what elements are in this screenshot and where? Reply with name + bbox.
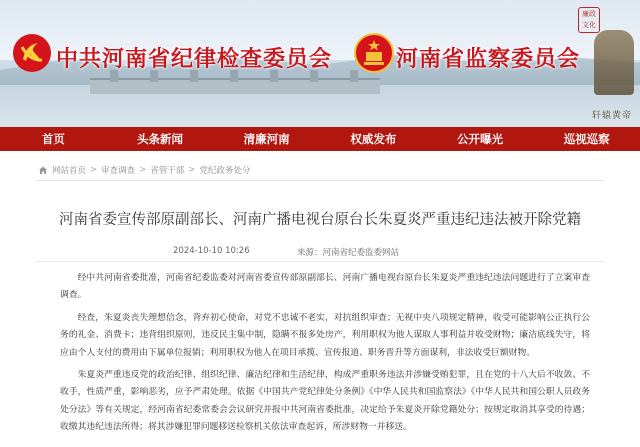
breadcrumb-separator: > — [90, 165, 98, 175]
article-paragraph: 经查，朱夏炎丧失理想信念，背弃初心使命，对党不忠诚不老实，对抗组织审查；无视中央八项规定精神，收受可能影响公正执行公务的礼金、消费卡；违背组织原则，违反民主集中制，隐瞒不报多处房产，利用职权为他人谋取人事利益并收受财物；廉洁底线失守，将应由个人支付的费用由下属单位报销；利用职权为他人在项目承揽、宣传报道、职务晋升等方面谋利，非法收受巨额财物。 — [60, 312, 590, 358]
banner-caption: 轩辕黄帝 — [591, 111, 632, 121]
commission-title: 中共河南省纪律检查委员会 — [56, 47, 333, 72]
article-title: 河南省委宣传部原副部长、河南广播电视台原台长朱夏炎严重违纪违法被开除党籍 — [59, 212, 581, 228]
breadcrumb-separator: > — [188, 165, 196, 175]
breadcrumb-divider — [36, 180, 604, 181]
article-paragraph: 朱夏炎严重违反党的政治纪律、组织纪律、廉洁纪律和生活纪律，构成严重职务违法并涉嫌受贿犯罪，且在党的十八大后不收敛、不收手，性质严重，影响恶劣，应予严肃处理。依据《中国共产党纪律处分条例》《中华人民共和国监察法》《中华人民共和国公职人员政务处分法》等有关规定，经河南省纪委常委会会议研究并报中共河南省委批准，决定给予朱夏炎开除党籍处分；按规定取消其享受的待遇；收缴其违纪违法所得；将其涉嫌犯罪问题移送检察机关依法审查起诉，所涉财物一并移送。 — [60, 370, 590, 433]
national-emblem-icon — [354, 33, 394, 73]
statue-image — [594, 30, 634, 95]
article-body — [60, 270, 590, 442]
nav-clean-henan[interactable]: 清廉河南 — [243, 132, 290, 146]
party-emblem-icon — [12, 33, 52, 73]
nav-home[interactable]: 首页 — [41, 132, 65, 146]
nav-headlines[interactable]: 头条新闻 — [137, 132, 183, 146]
article-source: 来源：河南省纪委监委网站 — [297, 248, 400, 258]
breadcrumb-disciplinary[interactable]: 党纪政务处分 — [199, 166, 251, 176]
main-nav — [0, 127, 640, 151]
header-banner — [0, 0, 640, 127]
breadcrumb-home[interactable]: 网站首页 — [52, 166, 87, 176]
nav-authoritative-release[interactable]: 权威发布 — [350, 132, 397, 146]
home-icon — [38, 165, 48, 175]
nav-public-exposure[interactable]: 公开曝光 — [457, 132, 504, 146]
breadcrumb-review[interactable]: 审查调查 — [101, 166, 136, 176]
article-date: 2024-10-10 10:26 — [173, 246, 250, 256]
breadcrumb-provincial-cadres[interactable]: 省管干部 — [150, 166, 185, 176]
meta-divider — [36, 261, 604, 262]
article-paragraph: 经中共河南省委批准，河南省纪委监委对河南省委宣传部原副部长、河南广播电视台原台长朱夏炎严重违纪违法问题进行了立案审查调查。 — [60, 273, 590, 301]
nav-inspection[interactable]: 巡视巡察 — [563, 132, 610, 146]
banner-dam — [90, 78, 380, 94]
breadcrumb — [38, 164, 250, 176]
breadcrumb-separator: > — [139, 165, 147, 175]
supervision-title: 河南省监察委员会 — [396, 47, 581, 72]
seal-stamp: 廉政文化 — [578, 7, 600, 33]
